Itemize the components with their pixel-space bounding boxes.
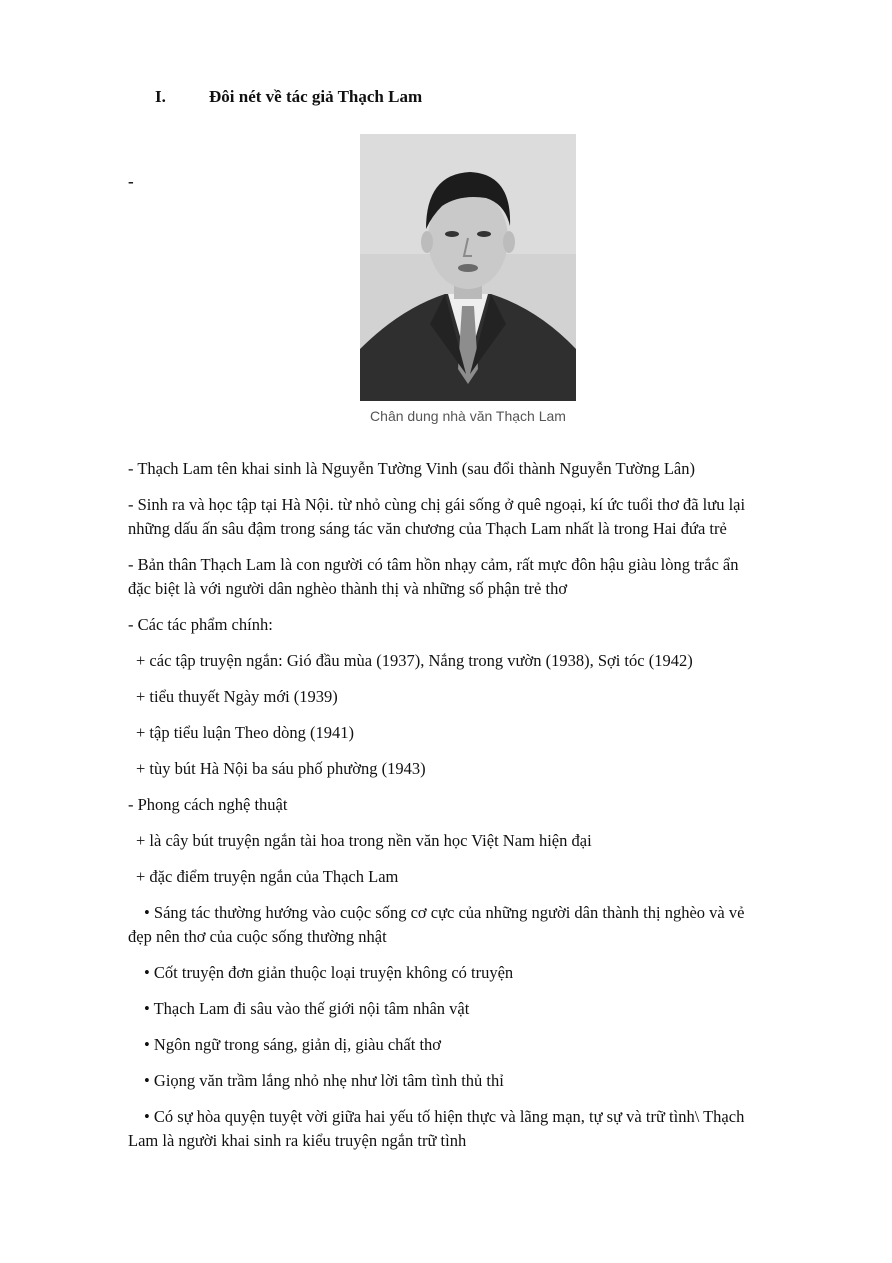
paragraph (128, 613, 808, 637)
paragraph (128, 865, 808, 889)
paragraph-line: + đặc điểm truyện ngắn của Thạch Lam (136, 867, 399, 886)
paragraph-line: - Bản thân Thạch Lam là con người có tâm hồn nhạy cảm, rất mực đôn hậu giàu lòng trắc ẩn (128, 555, 739, 574)
paragraph-line: + là cây bút truyện ngắn tài hoa trong nền văn học Việt Nam hiện đại (136, 831, 592, 850)
paragraph-line: • Thạch Lam đi sâu vào thế giới nội tâm nhân vật (144, 999, 470, 1018)
paragraph-line: • Giọng văn trầm lắng nhỏ nhẹ như lời tâm tình thủ thỉ (144, 1071, 504, 1090)
paragraph-line: + tùy bút Hà Nội ba sáu phố phường (1943) (136, 759, 426, 778)
section-title: Đôi nét về tác giả Thạch Lam (209, 87, 423, 106)
paragraph-line: • Có sự hòa quyện tuyệt vời giữa hai yếu tố hiện thực và lãng mạn, tự sự và trữ tình\ Thạch (144, 1107, 745, 1126)
paragraph-line: - Sinh ra và học tập tại Hà Nội. từ nhỏ cùng chị gái sống ở quê ngoại, kí ức tuổi thơ đã lưu lại (128, 495, 746, 514)
paragraph-line: Lam là người khai sinh ra kiểu truyện ngắn trữ tình (128, 1131, 467, 1150)
paragraph-line: • Ngôn ngữ trong sáng, giản dị, giàu chất thơ (144, 1035, 442, 1054)
paragraph-line: + tiểu thuyết Ngày mới (1939) (136, 687, 338, 706)
paragraph-line: + tập tiểu luận Theo dòng (1941) (136, 723, 354, 742)
paragraph (128, 829, 808, 853)
paragraph (128, 553, 808, 601)
portrait-caption: Chân dung nhà văn Thạch Lam (370, 408, 566, 424)
paragraph-line: - Thạch Lam tên khai sinh là Nguyễn Tường Vinh (sau đổi thành Nguyễn Tường Lân) (128, 459, 695, 478)
paragraph (128, 649, 808, 673)
paragraph (128, 685, 808, 709)
document-body (128, 457, 808, 1165)
section-heading (155, 87, 422, 107)
paragraph-line: • Sáng tác thường hướng vào cuộc sống cơ cực của những người dân thành thị nghèo và vẻ (144, 903, 745, 922)
paragraph-line: - Các tác phẩm chính: (128, 615, 273, 634)
paragraph (128, 997, 808, 1021)
paragraph-line: • Cốt truyện đơn giản thuộc loại truyện không có truyện (144, 963, 514, 982)
paragraph (128, 1069, 808, 1093)
section-number: I. (155, 87, 166, 106)
paragraph (128, 493, 808, 541)
paragraph-line: đẹp nên thơ của cuộc sống thường nhật (128, 927, 387, 946)
paragraph (128, 901, 808, 949)
paragraph (128, 793, 808, 817)
dash-bullet: - (128, 172, 134, 191)
paragraph (128, 721, 808, 745)
paragraph (128, 1033, 808, 1057)
paragraph-line: đặc biệt là với người dân nghèo thành thị và những số phận trẻ thơ (128, 579, 568, 598)
paragraph (128, 757, 808, 781)
paragraph (128, 1105, 808, 1153)
paragraph (128, 457, 808, 481)
paragraph (128, 961, 808, 985)
paragraph-line: những dấu ấn sâu đậm trong sáng tác văn chương của Thạch Lam nhất là trong Hai đứa trẻ (128, 519, 727, 538)
paragraph-line: - Phong cách nghệ thuật (128, 795, 288, 814)
paragraph-line: + các tập truyện ngắn: Gió đầu mùa (1937), Nắng trong vườn (1938), Sợi tóc (1942) (136, 651, 693, 670)
author-portrait-photo (360, 134, 576, 401)
